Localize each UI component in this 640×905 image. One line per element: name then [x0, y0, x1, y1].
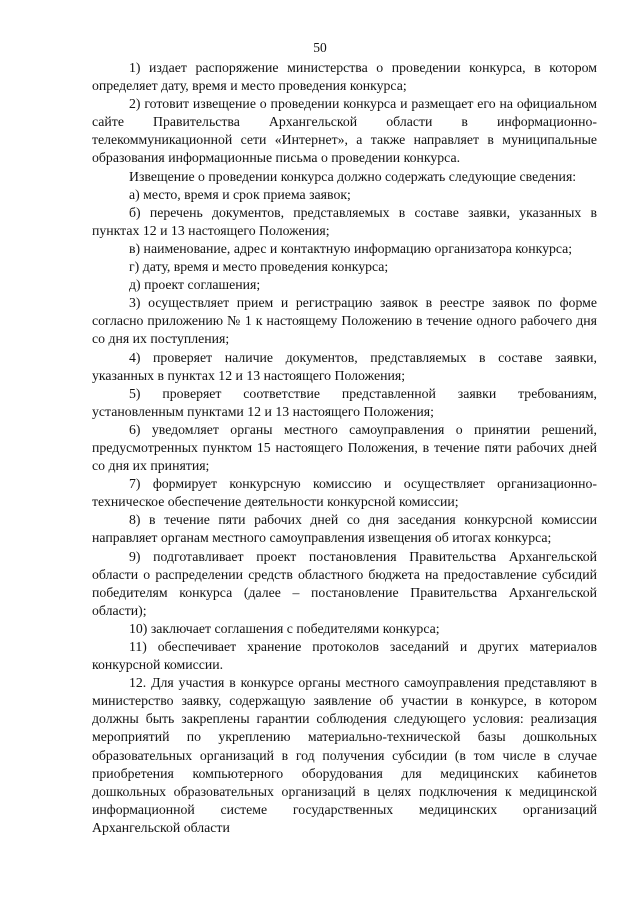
paragraph-section-12: 12. Для участия в конкурсе органы местного самоуправления представляют в министерство заявку, содержащую заявление об участии в конкурсе, в котором должны быть закреплены гарантии соблюдения следующего условия: реализация мероприятий по укреплению материально-технической базы дошкольных образовательных организаций в год получения субсидии (в том числе в случае приобретения компьютерного оборудования для медицинских кабинетов дошкольных образовательных организаций в целях подключения к медицинской информационной системе государственных медицинских организаций Архангельской области	[92, 675, 597, 835]
paragraph-item-2: 2) готовит извещение о проведении конкурса и размещает его на официальном сайте Правительства Архангельской области в информационно-телекоммуникационной сети «Интернет», а также направляет в муниципальные образования информационные письма о проведении конкурса.	[92, 96, 597, 166]
paragraph-item-5: 5) проверяет соответствие представленной заявки требованиям, установленным пунктами 12 и 13 настоящего Положения;	[92, 385, 597, 419]
paragraph-item-1: 1) издает распоряжение министерства о проведении конкурса, в котором определяет дату, время и место проведения конкурса;	[92, 60, 597, 94]
paragraph-sub-g: г) дату, время и место проведения конкурса;	[129, 259, 389, 275]
paragraph-item-11: 11) обеспечивает хранение протоколов заседаний и других материалов конкурсной комиссии.	[92, 639, 597, 673]
paragraph-notice-intro: Извещение о проведении конкурса должно содержать следующие сведения:	[129, 168, 577, 184]
paragraph-item-7: 7) формирует конкурсную комиссию и осуществляет организационно-техническое обеспечение деятельности конкурсной комиссии;	[92, 476, 597, 510]
paragraph-sub-a: а) место, время и срок приема заявок;	[129, 186, 351, 202]
paragraph-item-8: 8) в течение пяти рабочих дней со дня заседания конкурсной комиссии направляет органам местного самоуправления извещения об итогах конкурса;	[92, 512, 597, 546]
paragraph-sub-d: д) проект соглашения;	[129, 277, 261, 293]
paragraph-item-10: 10) заключает соглашения с победителями конкурса;	[129, 620, 440, 636]
paragraph-item-4: 4) проверяет наличие документов, представляемых в составе заявки, указанных в пунктах 12 и 13 настоящего Положения;	[92, 349, 597, 383]
paragraph-item-3: 3) осуществляет прием и регистрацию заявок в реестре заявок по форме согласно приложению № 1 к настоящему Положению в течение одного рабочего дня со дня их поступления;	[92, 295, 597, 347]
page-number: 50	[313, 40, 327, 55]
document-body	[92, 59, 597, 837]
paragraph-sub-v: в) наименование, адрес и контактную информацию организатора конкурса;	[129, 240, 573, 256]
paragraph-sub-b: б) перечень документов, представляемых в составе заявки, указанных в пунктах 12 и 13 настоящего Положения;	[92, 204, 597, 238]
paragraph-item-6: 6) уведомляет органы местного самоуправления о принятии решений, предусмотренных пунктом 15 настоящего Положения, в течение пяти рабочих дней со дня их принятия;	[92, 421, 597, 474]
paragraph-item-9: 9) подготавливает проект постановления Правительства Архангельской области о распределении средств областного бюджета на предоставление субсидий победителям конкурса (далее – постановление Правительства Архангельской области);	[92, 548, 597, 618]
